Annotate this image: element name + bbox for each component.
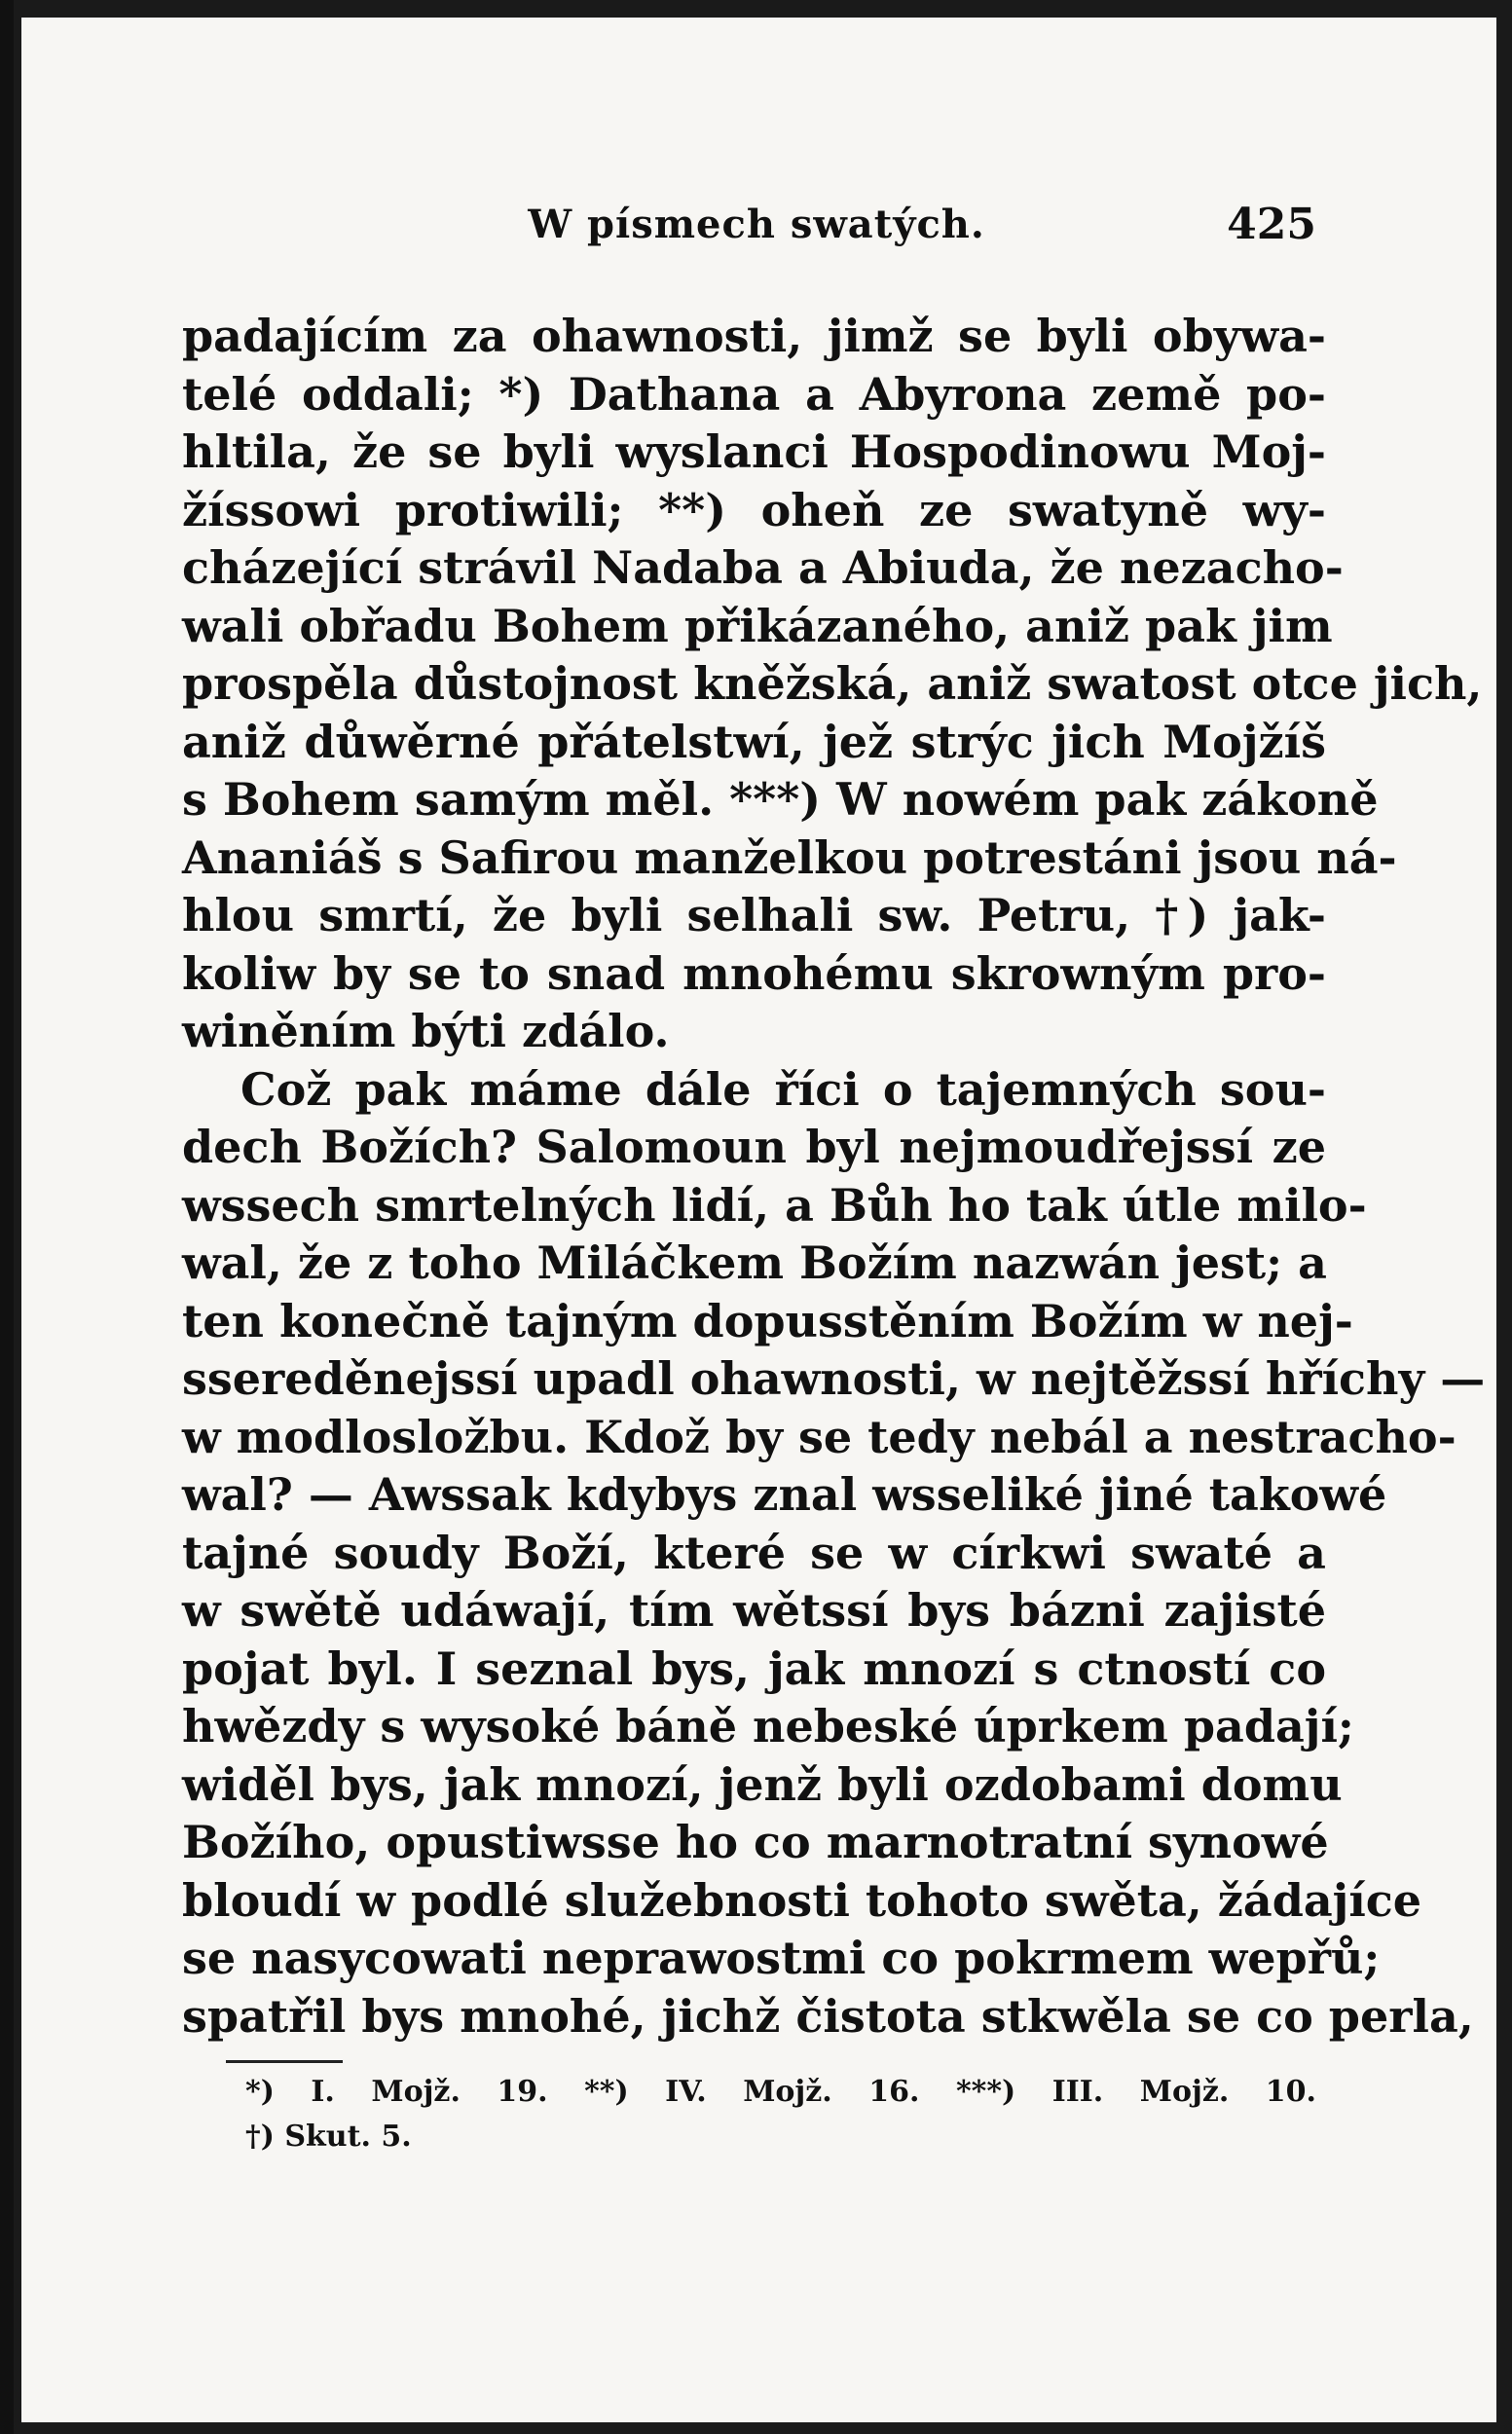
page-number: 425 — [1227, 200, 1316, 249]
text-line: padajícím za ohawnosti, jimž se byli obywa- — [182, 310, 1326, 362]
text-line: cházející strávil Nadaba a Abiuda, že nezacho- — [182, 541, 1344, 594]
text-line: winěním býti zdálo. — [182, 1005, 670, 1057]
text-line: wssech smrtelných lidí, a Bůh ho tak útle milo- — [182, 1178, 1367, 1232]
text-line: bloudí w podlé služebnosti tohoto swěta, žádajíce — [182, 1873, 1422, 1927]
text-line: Božího, opustiwsse ho co marnotratní synowé — [182, 1816, 1329, 1868]
text-line: hwězdy s wysoké báně nebeské úprkem padají; — [182, 1700, 1354, 1752]
text-line: spatřil bys mnohé, jichž čistota stkwěla se co perla, — [182, 1989, 1474, 2043]
text-line: ten konečně tajným dopusstěním Božím w nej- — [182, 1294, 1353, 1347]
body-text — [182, 308, 1486, 2046]
text-line: prospěla důstojnost kněžská, aniž swatost otce jich, — [182, 657, 1483, 710]
text-line: hlou smrtí, že byli selhali sw. Petru, †) jak- — [182, 889, 1326, 941]
text-line: wali obřadu Bohem přikázaného, aniž pak jim — [182, 599, 1333, 652]
text-line: widěl bys, jak mnozí, jenž byli ozdobami domu — [182, 1757, 1343, 1811]
text-line: telé oddali; *) Dathana a Abyrona země po- — [182, 367, 1326, 421]
text-line: s Bohem samým měl. ***) W nowém pak zákoně — [182, 773, 1379, 826]
text-line: Ananiáš s Safirou manželkou potrestáni jsou ná- — [182, 830, 1397, 884]
footnote-line: †) Skut. 5. — [245, 2120, 412, 2154]
text-line: pojat byl. I seznal bys, jak mnozí s ctností co — [182, 1641, 1326, 1695]
scan-edge — [0, 0, 14, 2434]
text-line: koliw by se to snad mnohému skrowným pro- — [182, 946, 1326, 1000]
text-line: žíssowi protiwili; **) oheň ze swatyně wy- — [182, 483, 1326, 536]
text-line: aniž důwěrné přátelstwí, jež strýc jich Mojžíš — [182, 715, 1326, 768]
running-title: W písmech swatých. — [528, 202, 985, 247]
text-line: w swětě udáwají, tím wětssí bys bázni zajisté — [182, 1584, 1326, 1637]
text-line: se nasycowati neprawostmi co pokrmem wepřů; — [182, 1932, 1381, 1984]
book-page — [21, 18, 1496, 2422]
text-line: ssereděnejssí upadl ohawnosti, w nejtěžssí hříchy — — [182, 1352, 1486, 1405]
text-line: hltila, že se byli wyslanci Hospodinowu Moj- — [182, 425, 1326, 478]
text-line: tajné soudy Boží, které se w církwi swaté a — [182, 1526, 1326, 1579]
text-line: w modlosložbu. Kdož by se tedy nebál a nestracho- — [182, 1410, 1457, 1463]
footnote-rule — [226, 2060, 343, 2063]
page-header — [197, 191, 1316, 259]
text-line: dech Božích? Salomoun byl nejmoudřejssí ze — [182, 1121, 1326, 1173]
text-line: wal, že z toho Miláčkem Božím nazwán jest; a — [182, 1236, 1327, 1289]
footnote-line: *) I. Mojž. 19. **) IV. Mojž. 16. ***) III. Mojž. 10. — [245, 2075, 1316, 2109]
paragraph-start-line: Což pak máme dále říci o tajemných sou- — [240, 1062, 1326, 1116]
text-line: wal? — Awssak kdybys znal wsseliké jiné takowé — [182, 1468, 1387, 1521]
footnotes — [245, 2070, 1316, 2159]
